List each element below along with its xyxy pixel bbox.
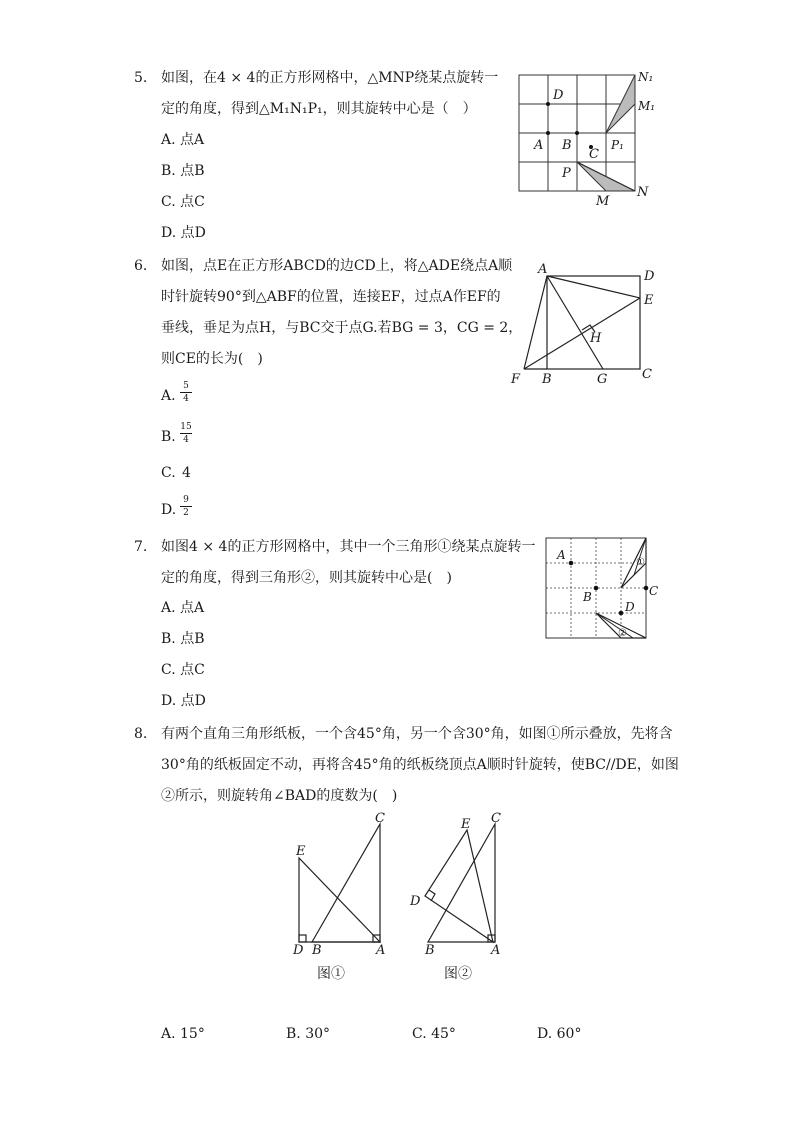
figure-1 bbox=[285, 808, 405, 988]
option-a[interactable]: A. 15° bbox=[161, 1026, 205, 1042]
label-a: A bbox=[376, 943, 386, 958]
fraction bbox=[180, 381, 192, 404]
option-c[interactable]: C. 点C bbox=[161, 662, 205, 678]
label-d: D bbox=[410, 894, 421, 909]
option-d[interactable]: D. 点D bbox=[161, 225, 206, 241]
question-number: 5. bbox=[134, 70, 148, 86]
label-a: A bbox=[534, 138, 544, 153]
label-a: A bbox=[557, 548, 566, 562]
label-m: M bbox=[596, 194, 610, 209]
option-a[interactable]: A. 点A bbox=[161, 600, 205, 616]
option-b[interactable]: B. 点B bbox=[161, 631, 205, 647]
label-d: D bbox=[625, 600, 635, 614]
option-d[interactable]: D. 点D bbox=[161, 693, 206, 709]
label-g: G bbox=[597, 372, 608, 387]
label-e: E bbox=[296, 844, 306, 859]
question-number: 7. bbox=[134, 539, 148, 555]
label-c: C bbox=[375, 811, 385, 826]
question-text-line: 如图，点E在正方形ABCD的边CD上，将△ADE绕点A顺 bbox=[161, 258, 513, 274]
label-a: A bbox=[491, 943, 501, 958]
figure-dashed-grid bbox=[540, 533, 670, 643]
option-b[interactable]: B. 点B bbox=[161, 163, 205, 179]
option-c[interactable]: C. 45° bbox=[412, 1026, 456, 1042]
denominator: 4 bbox=[183, 394, 189, 404]
label-f: F bbox=[511, 372, 521, 387]
numerator: 9 bbox=[183, 495, 189, 505]
label-e: E bbox=[461, 817, 471, 832]
option-b[interactable]: B. 30° bbox=[286, 1026, 331, 1042]
option-label: D. bbox=[161, 502, 177, 518]
label-c: C bbox=[589, 147, 599, 162]
option-c[interactable]: C. 点C bbox=[161, 194, 205, 210]
label-d: D bbox=[553, 88, 564, 103]
option-a[interactable]: A. 点A bbox=[161, 132, 205, 148]
figure-caption: 图① bbox=[317, 966, 345, 982]
option-label: C. bbox=[161, 465, 176, 481]
figure-caption: 图② bbox=[444, 966, 472, 982]
denominator: 4 bbox=[183, 435, 189, 445]
label-c: C bbox=[491, 811, 501, 826]
figure-grid-rotation bbox=[510, 65, 670, 215]
question-text-line: 有两个直角三角形纸板，一个含45°角，另一个含30°角，如图①所示叠放，先将含 bbox=[161, 726, 673, 742]
label-c: C bbox=[642, 367, 652, 382]
label-p: P bbox=[562, 166, 571, 181]
label-m1: M₁ bbox=[638, 99, 656, 113]
question-text-line: 定的角度，得到三角形②，则其旋转中心是( ) bbox=[161, 570, 452, 586]
label-b: B bbox=[312, 943, 322, 958]
figure-square-abcd bbox=[505, 258, 665, 388]
question-text-line: 30°角的纸板固定不动，再将含45°角的纸板绕顶点A顺时针旋转，使BC//DE，如图 bbox=[161, 757, 679, 773]
label-p1: P₁ bbox=[611, 138, 624, 152]
question-text-line: 时针旋转90°到△ABF的位置，连接EF，过点A作EF的 bbox=[161, 289, 501, 305]
question-text-line: 垂线，垂足为点H，与BC交于点G.若BG = 3，CG = 2， bbox=[161, 320, 523, 336]
numerator: 5 bbox=[183, 381, 189, 391]
label-triangle-1: ① bbox=[636, 557, 645, 568]
label-b: B bbox=[583, 590, 592, 604]
label-c: C bbox=[649, 584, 659, 598]
label-n: N bbox=[637, 185, 649, 200]
label-a: A bbox=[538, 262, 548, 277]
label-d: D bbox=[644, 269, 655, 284]
label-b: B bbox=[542, 372, 552, 387]
label-n1: N₁ bbox=[638, 70, 654, 84]
label-b: B bbox=[425, 943, 435, 958]
denominator: 2 bbox=[183, 508, 189, 518]
question-text-line: ②所示，则旋转角∠BAD的度数为( ) bbox=[161, 788, 398, 804]
label-e: E bbox=[644, 293, 654, 308]
question-text-line: 定的角度，得到△M₁N₁P₁，则其旋转中心是（ ） bbox=[161, 101, 477, 117]
question-text-line: 则CE的长为( ) bbox=[161, 351, 263, 367]
fraction bbox=[180, 495, 192, 518]
option-value: 4 bbox=[182, 465, 191, 481]
label-h: H bbox=[590, 331, 602, 346]
numerator: 15 bbox=[180, 422, 192, 432]
question-number: 6. bbox=[134, 258, 148, 274]
fraction bbox=[180, 422, 192, 445]
question-text-line: 如图4 × 4的正方形网格中，其中一个三角形①绕某点旋转一 bbox=[161, 539, 536, 555]
label-triangle-2: ② bbox=[618, 628, 627, 639]
question-text-line: 如图，在4 × 4的正方形网格中，△MNP绕某点旋转一 bbox=[161, 70, 499, 86]
option-d[interactable]: D. 60° bbox=[537, 1026, 582, 1042]
figure-2 bbox=[405, 808, 525, 988]
label-d: D bbox=[293, 943, 304, 958]
option-label: A. bbox=[161, 388, 176, 404]
label-b: B bbox=[562, 138, 572, 153]
option-label: B. bbox=[161, 429, 176, 445]
question-number: 8. bbox=[134, 726, 148, 742]
